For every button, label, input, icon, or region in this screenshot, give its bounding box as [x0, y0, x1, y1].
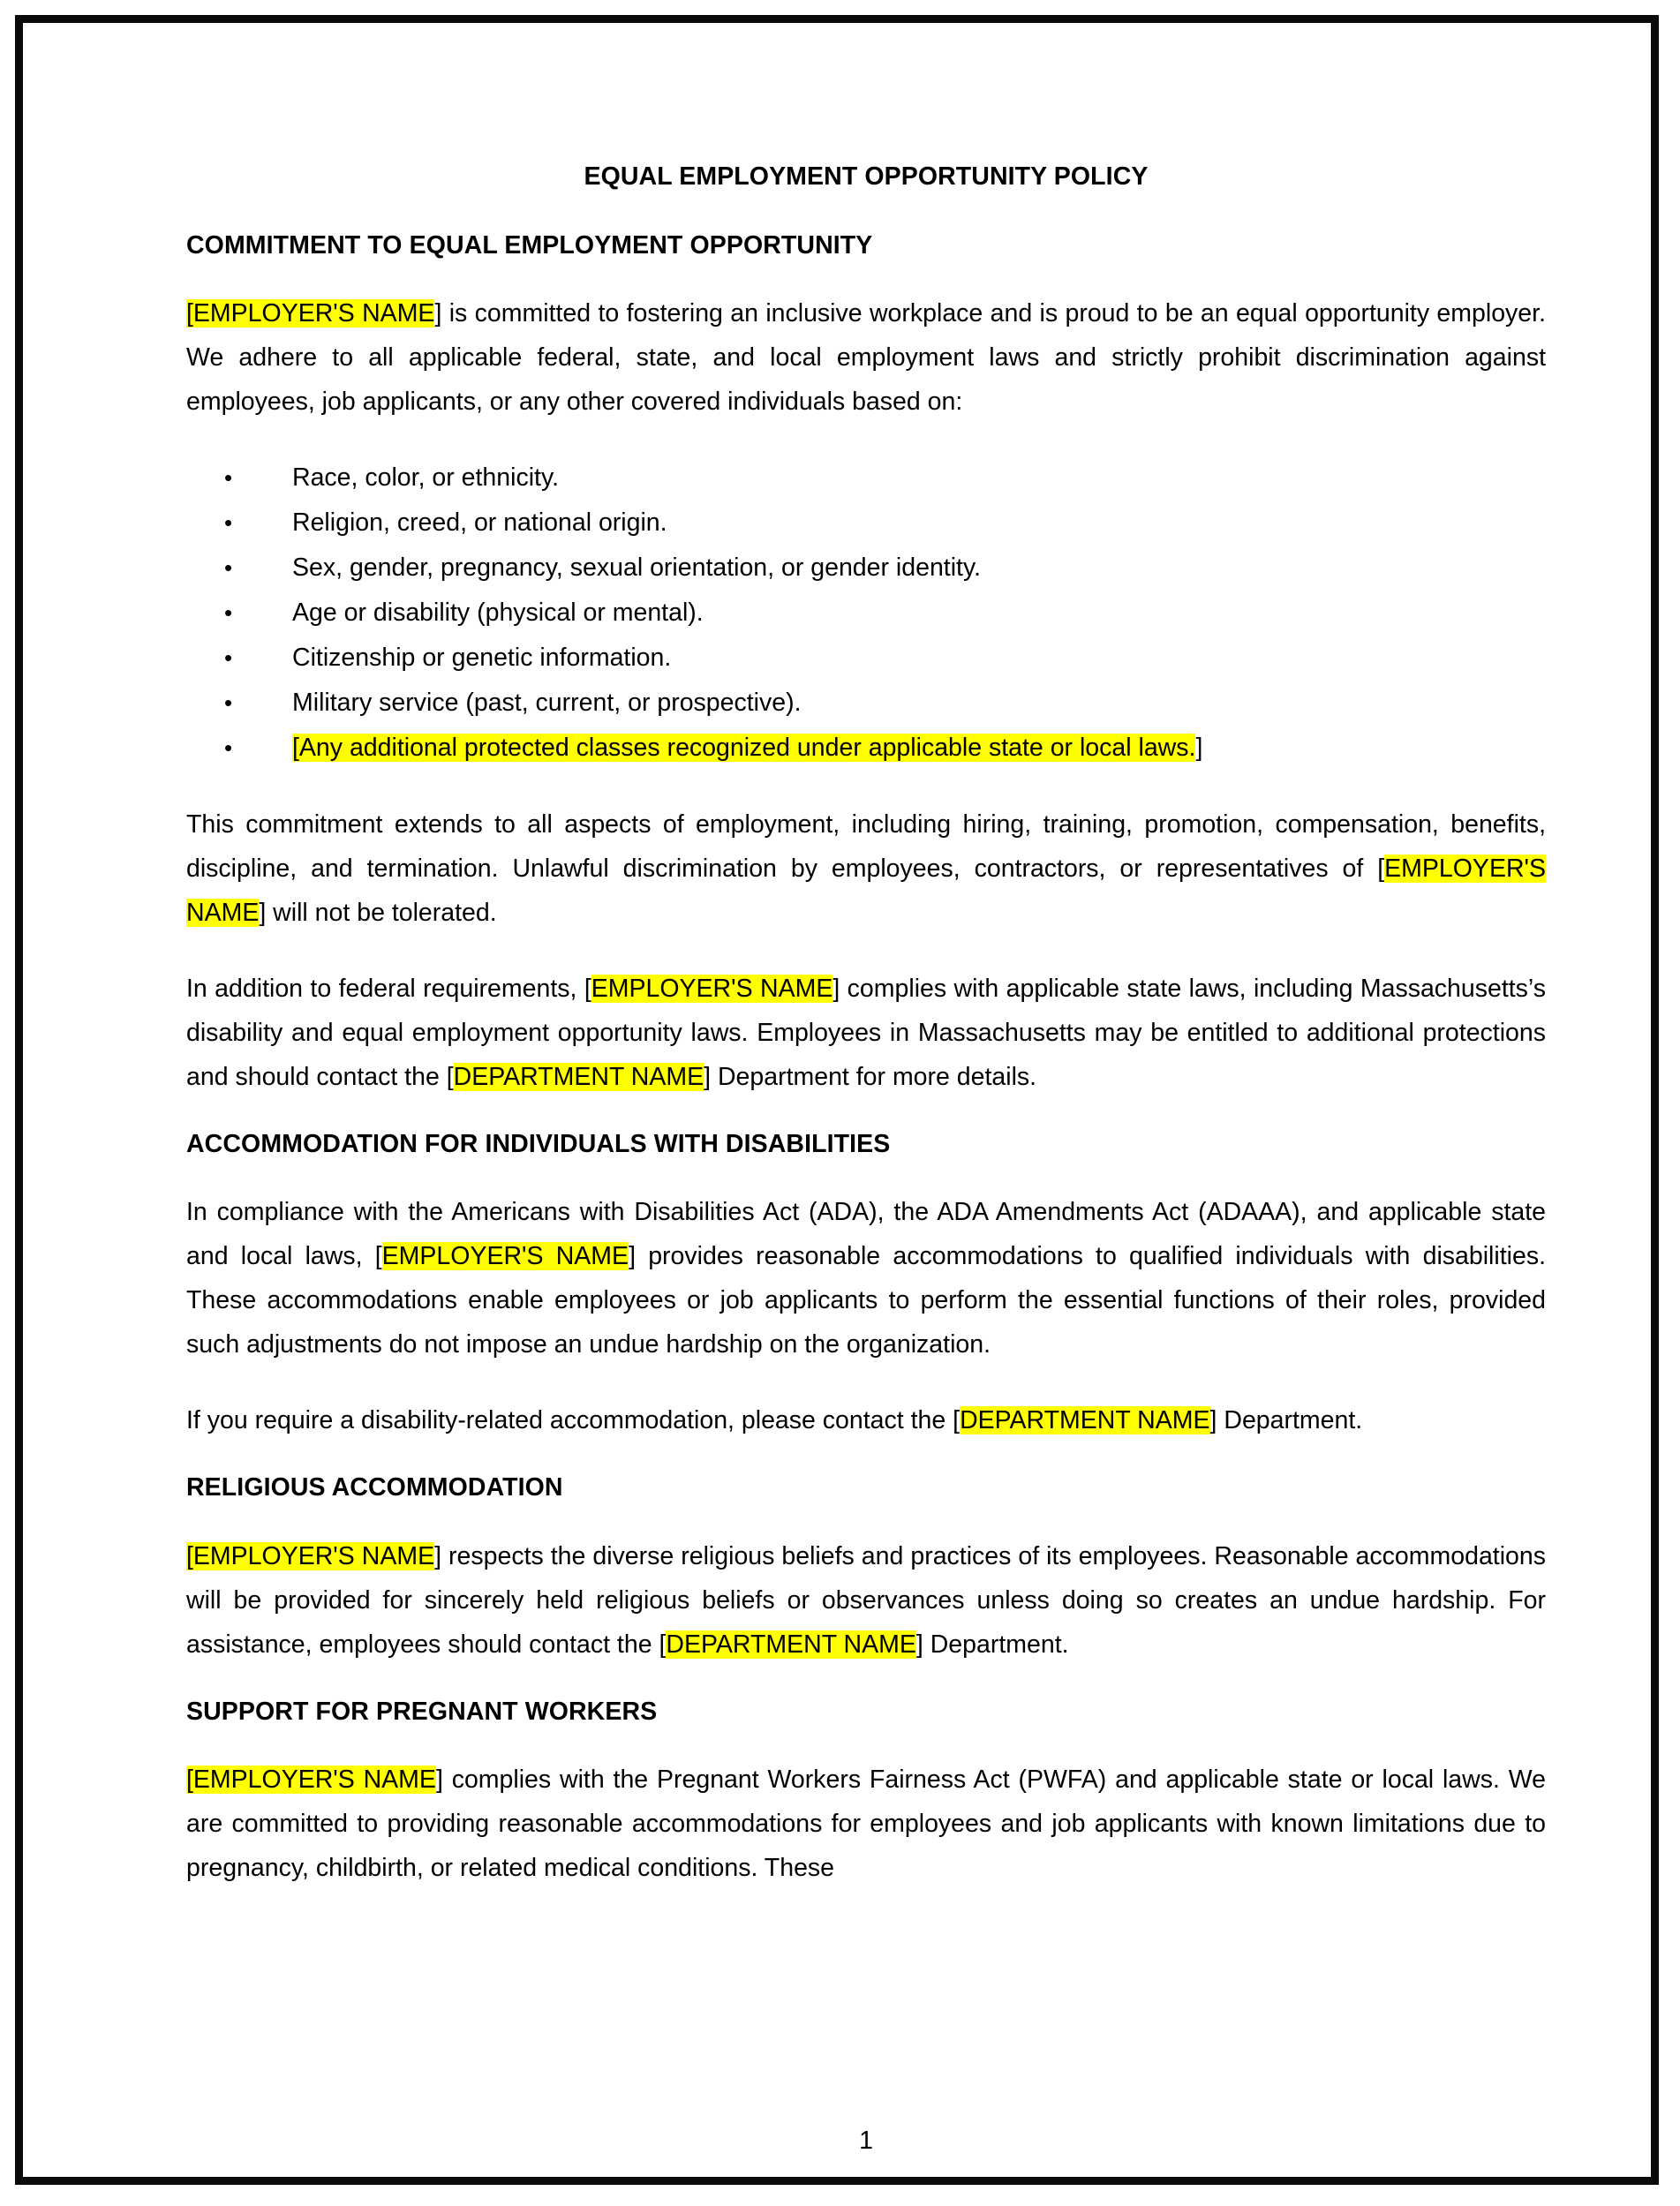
document-body — [186, 162, 1547, 2155]
paragraph-religious-after: ] Department. — [915, 1630, 1069, 1659]
list-item-label: Race, color, or ethnicity. — [292, 463, 560, 492]
placeholder-employer-name: [EMPLOYER'S NAME — [186, 298, 435, 328]
bullet-icon: • — [224, 463, 233, 491]
paragraph-contact-before: If you require a disability-related accommodation, please contact the [ — [186, 1406, 961, 1435]
bullet-icon: • — [224, 508, 233, 536]
bullet-icon: • — [224, 689, 233, 716]
placeholder-employer-name: EMPLOYER'S NAME — [381, 1242, 629, 1271]
document-title: EQUAL EMPLOYMENT OPPORTUNITY POLICY — [584, 162, 1149, 191]
page-number: 1 — [859, 2127, 873, 2155]
paragraph-state-laws — [186, 967, 1546, 1099]
list-item-trailing: ] — [1195, 733, 1203, 762]
placeholder-department-name: DEPARTMENT NAME — [666, 1630, 916, 1659]
placeholder-employer-name: EMPLOYER'S NAME — [591, 974, 833, 1003]
heading-disabilities: ACCOMMODATION FOR INDIVIDUALS WITH DISABILITIES — [186, 1129, 891, 1158]
list-item-label: Citizenship or genetic information. — [292, 643, 672, 672]
heading-pregnant-workers: SUPPORT FOR PREGNANT WORKERS — [186, 1697, 658, 1726]
paragraph-state-middle: ] complies with applicable state laws, including Massachusetts’s disability and equal employment opportunity laws. Employees in Massachusetts may be entitled to additional protections and should contact the [ — [186, 974, 1547, 1091]
placeholder-department-name: DEPARTMENT NAME — [453, 1062, 704, 1091]
placeholder-employer-name: [EMPLOYER'S NAME — [186, 1541, 435, 1570]
list-item — [186, 546, 1546, 591]
placeholder-employer-name: [EMPLOYER'S NAME — [186, 1765, 436, 1794]
heading-commitment: COMMITMENT TO EQUAL EMPLOYMENT OPPORTUNITY — [186, 230, 873, 260]
paragraph-disabilities-before: In compliance with the Americans with Disabilities Act (ADA), the ADA Amendments Act (ADAAA), and applicable state and local laws, [ — [186, 1198, 1546, 1271]
paragraph-religious — [186, 1534, 1546, 1667]
paragraph-pregnant-workers — [186, 1758, 1546, 1890]
placeholder-department-name: DEPARTMENT NAME — [960, 1406, 1210, 1435]
paragraph-pregnant-after: ] complies with the Pregnant Workers Fairness Act (PWFA) and applicable state or local laws. We are committed to providing reasonable accommodations for employees and job applicants with known limitations due to pregnancy, childbirth, or related medical conditions. These — [186, 1765, 1546, 1882]
paragraph-religious-middle: ] respects the diverse religious beliefs and practices of its employees. Reasonable accommodations will be provided for sincerely held religious beliefs or observances unless doing so creates an undue hardship. For assistance, employees should contact the [ — [186, 1541, 1546, 1659]
list-item — [186, 681, 1546, 726]
list-item-label: Age or disability (physical or mental). — [292, 598, 704, 627]
paragraph-disability-contact — [186, 1398, 1546, 1442]
placeholder-additional-classes: [Any additional protected classes recognized under applicable state or local laws. — [292, 733, 1196, 762]
list-item-label: Religion, creed, or national origin. — [292, 508, 667, 537]
paragraph-disabilities-after: ] provides reasonable accommodations to qualified individuals with disabilities. These accommodations enable employees or job applicants to perform the essential functions of their roles, provided such adjustments do not impose an undue hardship on the organization. — [186, 1242, 1546, 1359]
document-page-frame — [15, 15, 1659, 2185]
list-item-label: Sex, gender, pregnancy, sexual orientation, or gender identity. — [292, 553, 982, 582]
bullet-icon: • — [224, 553, 233, 581]
paragraph-commitment-intro — [186, 291, 1546, 424]
placeholder-employer-name: EMPLOYER'S NAME — [186, 854, 1546, 927]
list-item-label: Military service (past, current, or prospective). — [292, 688, 802, 717]
list-item — [186, 636, 1546, 681]
paragraph-disabilities — [186, 1190, 1546, 1367]
list-item — [186, 591, 1546, 636]
protected-classes-list — [186, 456, 1546, 771]
list-item — [186, 501, 1546, 546]
bullet-icon: • — [224, 734, 233, 761]
paragraph-state-before: In addition to federal requirements, [ — [186, 974, 591, 1003]
paragraph-contact-after: ] Department. — [1209, 1406, 1363, 1435]
bullet-icon: • — [224, 644, 233, 671]
paragraph-extends-after: ] will not be tolerated. — [259, 898, 497, 927]
paragraph-commitment-extends — [186, 802, 1546, 935]
list-item — [186, 726, 1546, 771]
paragraph-extends-before: This commitment extends to all aspects of employment, including hiring, training, promotion, compensation, benefits, discipline, and termination. Unlawful discrimination by employees, contractors, or representatives of [ — [186, 809, 1546, 883]
paragraph-state-after: ] Department for more details. — [704, 1062, 1037, 1091]
list-item — [186, 456, 1546, 501]
heading-religious: RELIGIOUS ACCOMMODATION — [186, 1473, 563, 1502]
bullet-icon: • — [224, 599, 233, 626]
paragraph-commitment-intro-text: ] is committed to fostering an inclusive workplace and is proud to be an equal opportunity employer. We adhere to all applicable federal, state, and local employment laws and strictly prohibit discrimination against employees, job applicants, or any other covered individuals based on: — [186, 298, 1546, 416]
